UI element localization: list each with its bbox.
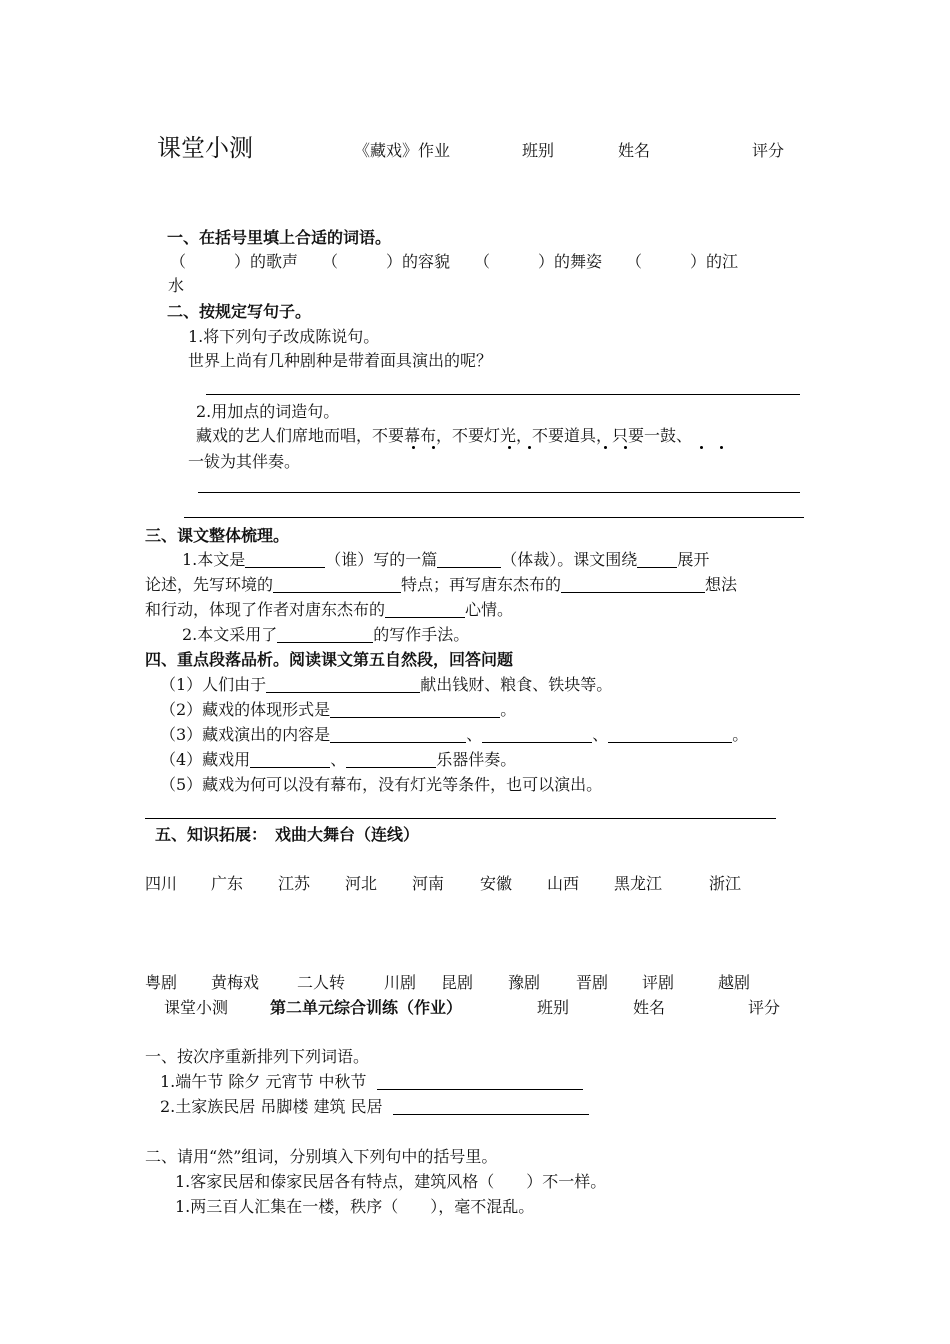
province-item: 黑龙江 — [614, 874, 663, 893]
opera-item: 粤剧 — [145, 973, 178, 992]
quiz2-section2-item1: 1.客家民居和傣家民居各有特点，建筑风格（ ）不一样。 — [175, 1172, 607, 1191]
emphasis-dot — [412, 446, 415, 449]
blank[interactable] — [266, 676, 420, 693]
quiz2-name-label: 姓名 — [633, 998, 666, 1017]
section3-line3 — [145, 599, 513, 621]
emphasis-dot — [528, 446, 531, 449]
opera-item: 川剧 — [384, 973, 417, 992]
quiz2-section2-item2: 1.两三百人汇集在一楼，秩序（ ），毫不混乱。 — [175, 1197, 535, 1216]
quiz2-section1-item2 — [160, 1096, 589, 1118]
quiz2-score-label: 评分 — [748, 998, 781, 1017]
emphasis-dot — [432, 446, 435, 449]
section2-q1-sentence: 世界上尚有几种剧种是带着面具演出的呢？ — [188, 351, 493, 370]
emphasis-dot — [624, 446, 627, 449]
blank[interactable] — [561, 576, 705, 593]
section2-q2-sentence: 藏戏的艺人们席地而唱，不要幕布，不要灯光，不要道具，只要一鼓、 — [196, 426, 693, 445]
quiz2-subject: 第二单元综合训练（作业） — [270, 998, 463, 1017]
opera-item: 评剧 — [642, 973, 675, 992]
blank[interactable] — [437, 551, 501, 568]
opera-item: 昆剧 — [441, 973, 474, 992]
section2-q2-sentence-cont: 一钹为其伴奏。 — [188, 452, 301, 471]
section4-q5: （5）藏戏为何可以没有幕布，没有灯光等条件，也可以演出。 — [160, 775, 603, 794]
section1-heading: 一、在括号里填上合适的词语。 — [167, 228, 392, 247]
blank[interactable] — [330, 726, 466, 743]
quiz1-class-label: 班别 — [522, 141, 555, 160]
text: 2.土家族民居 吊脚楼 建筑 民居 — [160, 1097, 383, 1116]
blank[interactable] — [277, 626, 373, 643]
quiz1-title: 课堂小测 — [157, 134, 253, 162]
section3-line1 — [182, 549, 709, 571]
section5-heading: 五、知识拓展： 戏曲大舞台（连线） — [155, 825, 420, 844]
quiz1-subject: 《藏戏》作业 — [354, 141, 451, 160]
blank[interactable] — [608, 726, 732, 743]
emphasis-dot — [508, 446, 511, 449]
province-item: 广东 — [211, 874, 244, 893]
section4-heading: 四、重点段落品析。阅读课文第五自然段，回答问题 — [145, 650, 514, 669]
text: （体裁）。课文围绕 — [501, 550, 638, 569]
emphasis-dot — [720, 446, 723, 449]
province-item: 四川 — [145, 874, 178, 893]
text: 特点；再写唐东杰布的 — [401, 575, 562, 594]
quiz2-section1-heading: 一、按次序重新排列下列词语。 — [145, 1047, 370, 1066]
answer-line[interactable] — [198, 492, 800, 493]
text: 2.本文采用了 — [182, 625, 278, 644]
section3-line4 — [182, 624, 469, 646]
section1-fill-line: （ ）的歌声 （ ）的容貌 （ ）的舞姿 （ ）的江 — [170, 252, 739, 271]
emphasis-dot — [700, 446, 703, 449]
blank[interactable] — [482, 726, 592, 743]
opera-item: 二人转 — [297, 973, 346, 992]
section1-fill-line-wrap: 水 — [168, 276, 185, 295]
text: 想法 — [705, 575, 738, 594]
section2-heading: 二、按规定写句子。 — [167, 302, 312, 321]
text: （2）藏戏的体现形式是 — [160, 700, 331, 719]
province-item: 江苏 — [278, 874, 311, 893]
text: 献出钱财、粮食、铁块等。 — [420, 675, 613, 694]
text: 论述，先写环境的 — [145, 575, 274, 594]
text: 心情。 — [465, 600, 514, 619]
blank[interactable] — [377, 1073, 583, 1090]
text: 乐器伴奏。 — [436, 750, 517, 769]
section3-heading: 三、课文整体梳理。 — [145, 526, 290, 545]
text: 、 — [466, 725, 483, 744]
province-item: 安徽 — [480, 874, 513, 893]
opera-item: 黄梅戏 — [211, 973, 260, 992]
section4-q4 — [160, 749, 516, 771]
opera-item: 豫剧 — [508, 973, 541, 992]
section4-q1 — [160, 674, 612, 696]
opera-item: 越剧 — [718, 973, 751, 992]
text: （谁）写的一篇 — [325, 550, 438, 569]
text: （3）藏戏演出的内容是 — [160, 725, 331, 744]
blank[interactable] — [637, 551, 677, 568]
text: （1）人们由于 — [160, 675, 267, 694]
section2-q1-title: 1.将下列句子改成陈说句。 — [188, 327, 380, 346]
quiz2-section2-heading: 二、请用“然”组词，分别填入下列句中的括号里。 — [145, 1147, 498, 1166]
text: 和行动，体现了作者对唐东杰布的 — [145, 600, 386, 619]
blank[interactable] — [346, 751, 436, 768]
emphasis-dot — [604, 446, 607, 449]
province-item: 浙江 — [709, 874, 742, 893]
blank[interactable] — [250, 751, 330, 768]
blank[interactable] — [330, 701, 500, 718]
text: 。 — [500, 700, 517, 719]
text: 、 — [330, 750, 347, 769]
province-item: 山西 — [547, 874, 580, 893]
section2-q2-title: 2.用加点的词造句。 — [196, 402, 340, 421]
quiz2-title: 课堂小测 — [164, 998, 229, 1017]
blank[interactable] — [273, 576, 401, 593]
opera-item: 晋剧 — [576, 973, 609, 992]
text: 1.端午节 除夕 元宵节 中秋节 — [160, 1072, 367, 1091]
text: 。 — [732, 725, 749, 744]
quiz2-class-label: 班别 — [537, 998, 570, 1017]
text: 展开 — [677, 550, 710, 569]
section3-line2 — [145, 574, 737, 596]
blank[interactable] — [393, 1098, 589, 1115]
quiz1-score-label: 评分 — [752, 141, 785, 160]
text: 的写作手法。 — [373, 625, 470, 644]
text: （4）藏戏用 — [160, 750, 251, 769]
section4-q3 — [160, 724, 748, 746]
answer-line[interactable] — [145, 818, 776, 819]
blank[interactable] — [245, 551, 325, 568]
text: 、 — [592, 725, 609, 744]
answer-line[interactable] — [206, 394, 800, 395]
blank[interactable] — [385, 601, 465, 618]
section4-q2 — [160, 699, 516, 721]
quiz2-section1-item1 — [160, 1071, 583, 1093]
province-item: 河北 — [345, 874, 378, 893]
province-item: 河南 — [412, 874, 445, 893]
answer-line[interactable] — [184, 517, 804, 518]
text: 1.本文是 — [182, 550, 246, 569]
quiz1-name-label: 姓名 — [618, 141, 651, 160]
